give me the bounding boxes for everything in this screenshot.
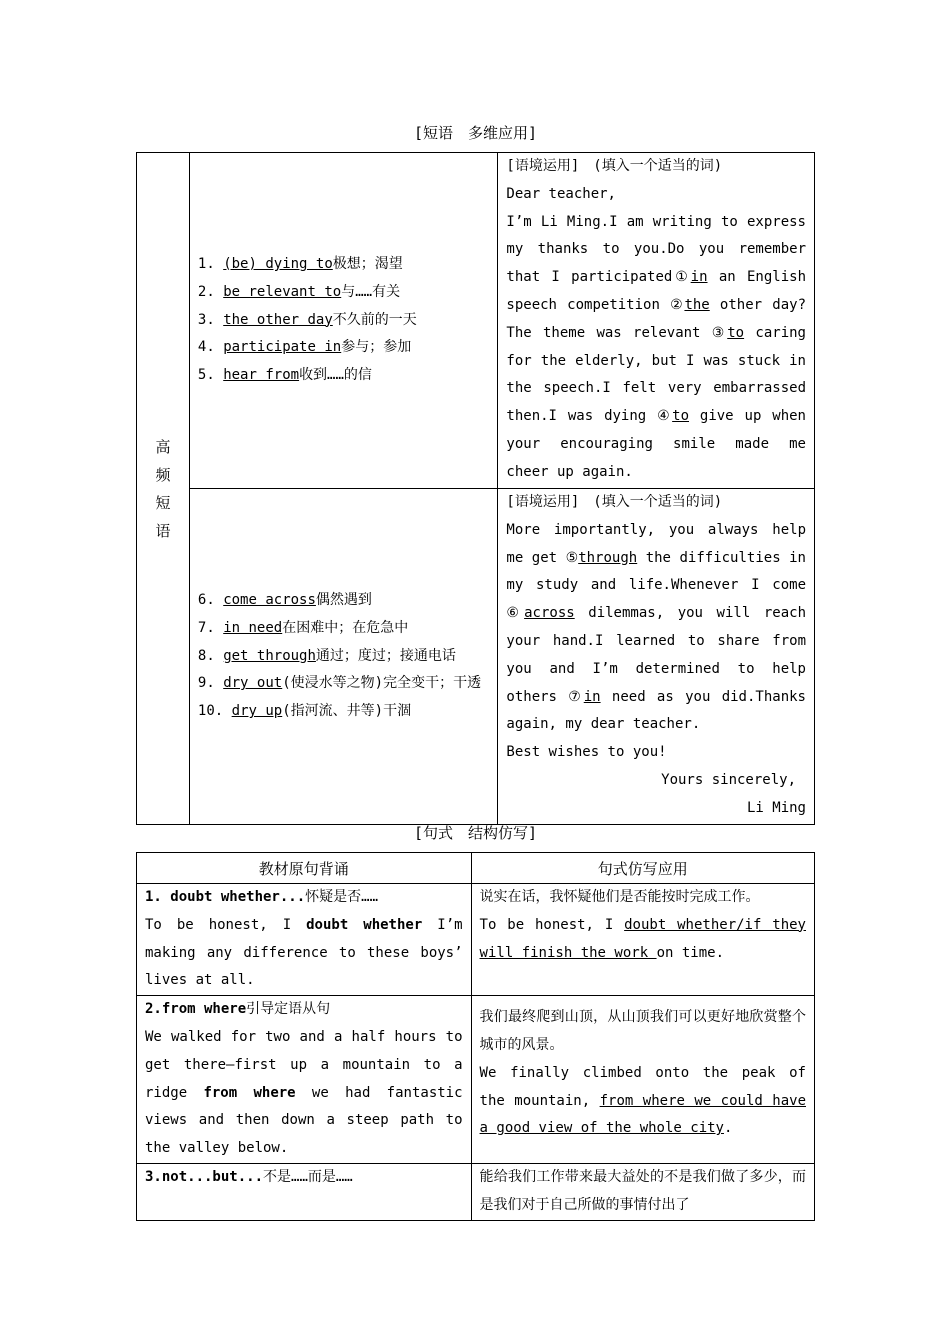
- answer-blank: through: [578, 549, 638, 566]
- side-label: 高 频 短 语: [137, 153, 190, 825]
- imitation-cell: 我们最终爬到山顶，从山顶我们可以更好地欣赏整个城市的风景。 We finally climbed onto the peak of the mountain, from where we could have a good view of the whole city.: [471, 996, 814, 1164]
- original-sentence-cell: 3.not...but...不是……而是……: [137, 1164, 472, 1221]
- context-passage-1: [语境运用] (填入一个适当的词) Dear teacher, I’m Li Ming.I am writing to express my thanks to you.Do you remember that I participated①in an English speech competition ②the other day? The theme was relevant ③to caring for the elderly, but I was stuck in the speech.I felt very embarrassed then.I was dying ④to give up when your encouraging smile made me cheer up again.: [498, 153, 815, 489]
- list-item: 3. the other day不久前的一天: [197, 311, 417, 328]
- original-sentence-cell: 2.from where引导定语从句 We walked for two and a half hours to get there—first up a mountain to a ridge from where we had fantastic views and then down a steep path to the valley below.: [137, 996, 472, 1164]
- phrase-group-1: [189, 153, 498, 489]
- answer-blank: to: [727, 324, 745, 341]
- list-item: 6. come across偶然遇到: [197, 592, 372, 608]
- answer-blank: in: [690, 269, 708, 286]
- list-item: 1. (be) dying to极想；渴望: [197, 256, 403, 272]
- phrase-group-2: [189, 489, 498, 825]
- list-item: 7. in need在困难中；在危急中: [197, 619, 409, 636]
- sentences-section-title: [句式 结构仿写]: [413, 824, 538, 842]
- context-passage-2: [语境运用] (填入一个适当的词) More importantly, you always help me get ⑤through the difficulties in my study and life.Whenever I come ⑥across dilemmas, you will reach your hand.I learned to share from you and I’m determined to help others ⑦in need as you did.Thanks again, my dear teacher. Best wishes to you! Yours sincerely, Li Ming: [498, 489, 815, 825]
- context-heading: [语境运用] (填入一个适当的词): [506, 158, 723, 174]
- original-sentence-cell: 1. doubt whether...怀疑是否…… To be honest, I doubt whether I’m making any difference to these boys’ lives at all.: [137, 884, 472, 996]
- table-row: [137, 996, 815, 1164]
- imitation-cell: 能给我们工作带来最大益处的不是我们做了多少，而是我们对于自己所做的事情付出了: [471, 1164, 814, 1221]
- table-row: [137, 1164, 815, 1221]
- list-item: 4. participate in参与；参加: [197, 339, 412, 356]
- list-item: 8. get through通过；度过；接通电话: [197, 647, 456, 664]
- sentences-table: [136, 852, 815, 1221]
- answer-blank: across: [524, 605, 575, 622]
- imitation-cell: 说实在话，我怀疑他们是否能按时完成工作。 To be honest, I doubt whether/if they will finish the work on time.: [471, 884, 814, 996]
- answer-blank: from where we could have a good view of the whole city: [479, 1092, 806, 1137]
- list-item: 5. hear from收到……的信: [197, 367, 372, 384]
- answer-blank: the: [684, 296, 710, 313]
- context-heading: [语境运用] (填入一个适当的词): [506, 494, 723, 510]
- table-row: [137, 884, 815, 996]
- list-item: 10. dry up(指河流、井等)干涸: [197, 703, 412, 720]
- list-item: 2. be relevant to与……有关: [197, 283, 401, 300]
- list-item: 9. dry out(使浸水等之物)完全变干；干透: [197, 675, 482, 692]
- answer-blank: to: [672, 408, 689, 425]
- phrases-section-title: [短语 多维应用]: [413, 124, 538, 142]
- answer-blank: in: [583, 688, 601, 705]
- column-header: 句式仿写应用: [471, 853, 814, 884]
- column-header: 教材原句背诵: [137, 853, 472, 884]
- phrases-table: [136, 152, 815, 825]
- answer-blank: doubt whether/if they will finish the work: [479, 916, 806, 961]
